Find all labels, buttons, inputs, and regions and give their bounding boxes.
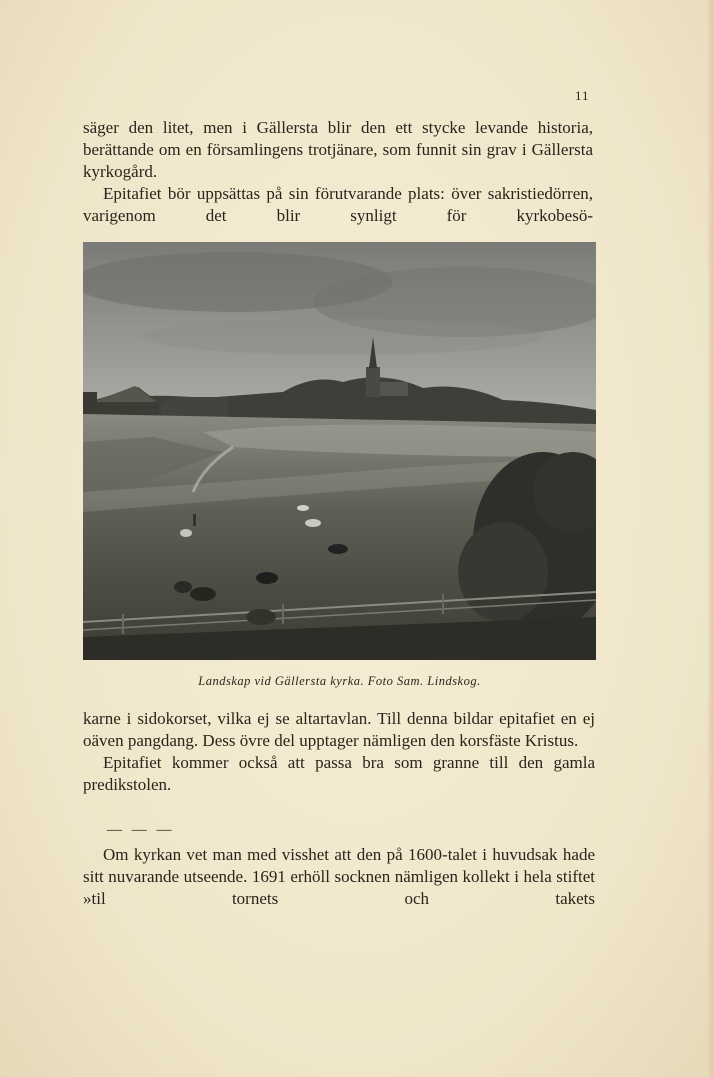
text-block-top [83,117,593,227]
text-block-middle [83,708,595,796]
section-separator: — — — [107,822,175,838]
paragraph: Epitafiet bör uppsättas på sin förutvarande plats: över sakristiedörren, varigenom det blir synligt för kyrkobesö- [83,184,593,225]
paragraph: karne i sidokorset, vilka ej se altartavlan. Till denna bildar epitafiet en ej oäven pangdang. Dess övre del upptager nämligen den korsfäste Kristus. [83,709,595,750]
landscape-photo-image [83,242,596,660]
landscape-photo [83,242,596,660]
page-edge-shadow [707,0,713,1077]
paragraph: Om kyrkan vet man med visshet att den på 1600-talet i huvudsak hade sitt nuvarande utseende. 1691 erhöll socknen nämligen kollekt i hela stiftet »til tornets och takets [83,845,595,908]
paragraph: Epitafiet kommer också att passa bra som granne till den gamla predikstolen. [83,753,595,794]
text-block-bottom [83,844,595,910]
page-number: 11 [575,88,590,103]
paragraph: säger den litet, men i Gällersta blir den ett stycke levande historia, berättande om en församlingens trotjänare, som funnit sin grav i Gällersta kyrkogård. [83,118,593,181]
photo-caption: Landskap vid Gällersta kyrka. Foto Sam. Lindskog. [198,674,481,688]
